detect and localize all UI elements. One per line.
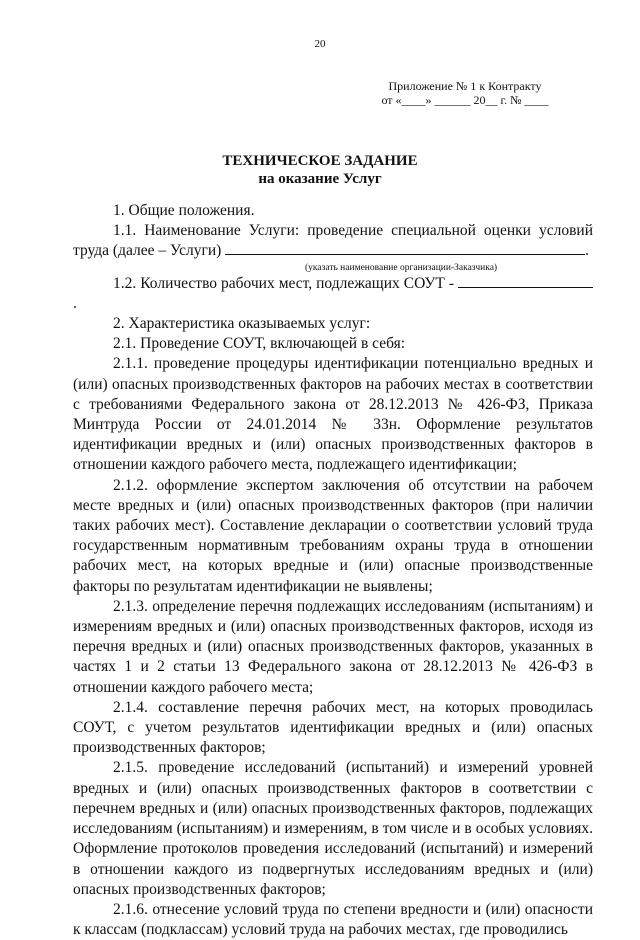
annex-header <box>370 79 560 107</box>
section-1-1-line-b <box>73 241 593 261</box>
section-2-1-4: 2.1.4. составление перечня рабочих мест, на которых проводилась СОУТ, с учетом результатов идентификации вредных и (или) опасных производственных факторов; <box>73 698 593 757</box>
document-title <box>0 152 640 188</box>
workplaces-count-blank <box>458 275 593 288</box>
section-2-1-1: 2.1.1. проведение процедуры идентификации потенциально вредных и (или) опасных производственных факторов на рабочих местах в соответствии с требованиями Федерального закона от 28.12.2013 № 426-ФЗ, Приказа Минтруда России от 24.01.2014 № 33н. Оформление результатов идентификации вредных и (или) опасных производственных факторов в отношении каждого рабочего места, подлежащего идентификации; <box>73 355 593 474</box>
customer-name-note: (указать наименование организации-Заказчика) <box>305 262 498 273</box>
section-2-1-2: 2.1.2. оформление экспертом заключения об отсутствии на рабочем месте вредных и (или) опасных производственных факторов (при наличии таких рабочих мест). Составление декларации о соответствии условий труда государственным нормативным требованиям охраны труда в отношении рабочих мест, на которых вредные и (или) опасные производственные факторы по результатам идентификации не выявлены; <box>73 476 593 595</box>
annex-title: Приложение № 1 к Контракту <box>388 79 542 93</box>
section-1-1-end: . <box>585 242 590 260</box>
customer-name-blank <box>225 242 585 255</box>
section-2-1: 2.1. Проведение СОУТ, включающей в себя: <box>113 335 406 353</box>
section-2-1-5: 2.1.5. проведение исследований (испытаний) и измерений уровней вредных и (или) опасных производственных факторов в соответствии с перечнем вредных и (или) опасных производственных факторов, подлежащих исследованиям (испытаниям) и измерениям, в том числе и в особых условиях. Оформление протоколов проведения исследований (испытаний) и измерений в отношении каждого из подвергнутых исследованиям вредных и (или) опасных производственных факторов; <box>73 759 593 898</box>
section-1-heading: 1. Общие положения. <box>113 202 255 219</box>
title-main: ТЕХНИЧЕСКОЕ ЗАДАНИЕ <box>222 153 418 169</box>
section-1-1-text: труда (далее – Услуги) <box>73 242 226 260</box>
section-2-1-3: 2.1.3. определение перечня подлежащих исследованиям (испытаниям) и измерениям вредных и (или) опасных производственных факторов, исходя из перечня вредных и (или) опасных производственных факторов, указанных в частях 1 и 2 статьи 13 Федерального закона от 28.12.2013 № 426-ФЗ в отношении каждого рабочего места; <box>73 597 593 696</box>
document-body <box>73 201 593 940</box>
title-sub: на оказание Услуг <box>258 171 382 187</box>
section-1-2-text: 1.2. Количество рабочих мест, подлежащих СОУТ - <box>113 274 458 292</box>
annex-contract-line: от «____» ______ 20__ г. № ____ <box>381 93 549 107</box>
section-1-2 <box>73 274 593 314</box>
section-2-1-6: 2.1.6. отнесение условий труда по степени вредности и (или) опасности к классам (подклассам) условий труда на рабочих местах, где проводились <box>73 900 593 939</box>
section-1-1-line-a: 1.1. Наименование Услуги: проведение специальной оценки условий <box>113 222 593 240</box>
section-1-2-end: . <box>73 294 77 312</box>
page-number: 20 <box>314 38 326 50</box>
section-2-heading: 2. Характеристика оказываемых услуг: <box>113 315 371 333</box>
